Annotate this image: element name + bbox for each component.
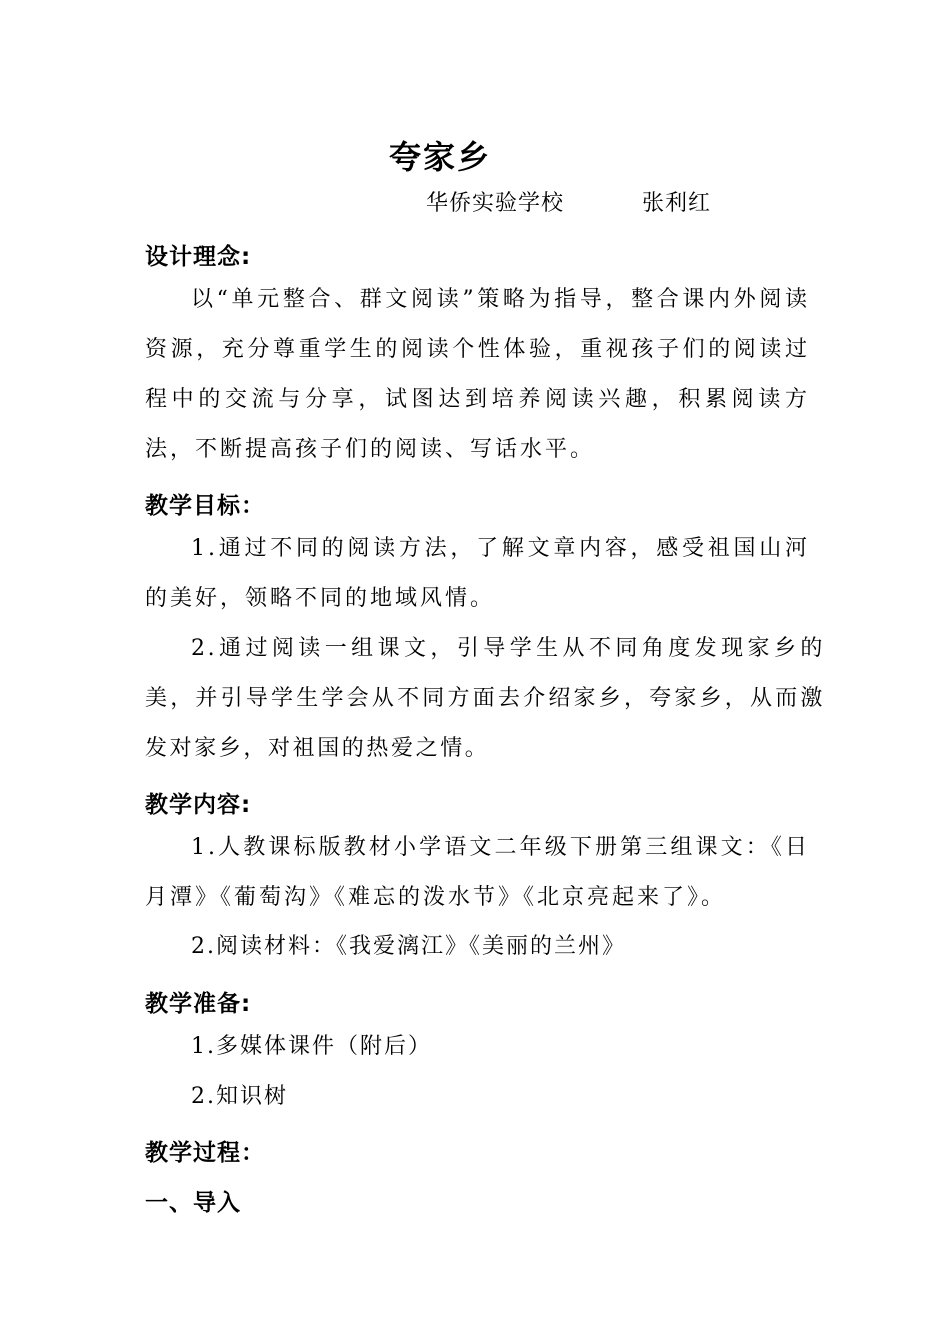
paragraph-design-concept: 以“单元整合、群文阅读”策略为指导，整合课内外阅读资源，充分尊重学生的阅读个性体验，重视孩子们的阅读过程中的交流与分享，试图达到培养阅读兴趣，积累阅读方法，不断提高孩子们的阅读、写话水平。 (145, 287, 810, 462)
heading-teaching-content: 教学内容: (145, 792, 252, 818)
heading-teaching-goals: 教学目标： (145, 493, 265, 519)
subheading-introduction: 一、导入 (145, 1190, 241, 1216)
content-item-1: 1.人教课标版教材小学语文二年级下册第三组课文：《日月潭》《葡萄沟》《难忘的泼水节》《北京亮起来了》。 (145, 835, 810, 910)
heading-teaching-process: 教学过程： (145, 1140, 265, 1166)
prep-item-2: 2.知识树 (191, 1084, 288, 1109)
goal-item-1: 1.通过不同的阅读方法，了解文章内容，感受祖国山河的美好，领略不同的地域风情。 (145, 536, 810, 611)
heading-teaching-prep: 教学准备: (145, 991, 252, 1017)
goal-item-2: 2.通过阅读一组课文，引导学生从不同角度发现家乡的美，并引导学生学会从不同方面去介绍家乡，夸家乡，从而激发对家乡，对祖国的热爱之情。 (145, 636, 825, 761)
author-name: 张利红 (642, 191, 712, 216)
prep-item-1: 1.多媒体课件（附后） (191, 1034, 432, 1059)
content-item-2: 2.阅读材料：《我爱漓江》《美丽的兰州》 (191, 934, 626, 959)
school-name: 华侨实验学校 (426, 191, 565, 216)
byline (426, 186, 711, 217)
heading-design-concept: 设计理念: (145, 244, 252, 270)
document-title: 夸家乡 (388, 138, 491, 176)
